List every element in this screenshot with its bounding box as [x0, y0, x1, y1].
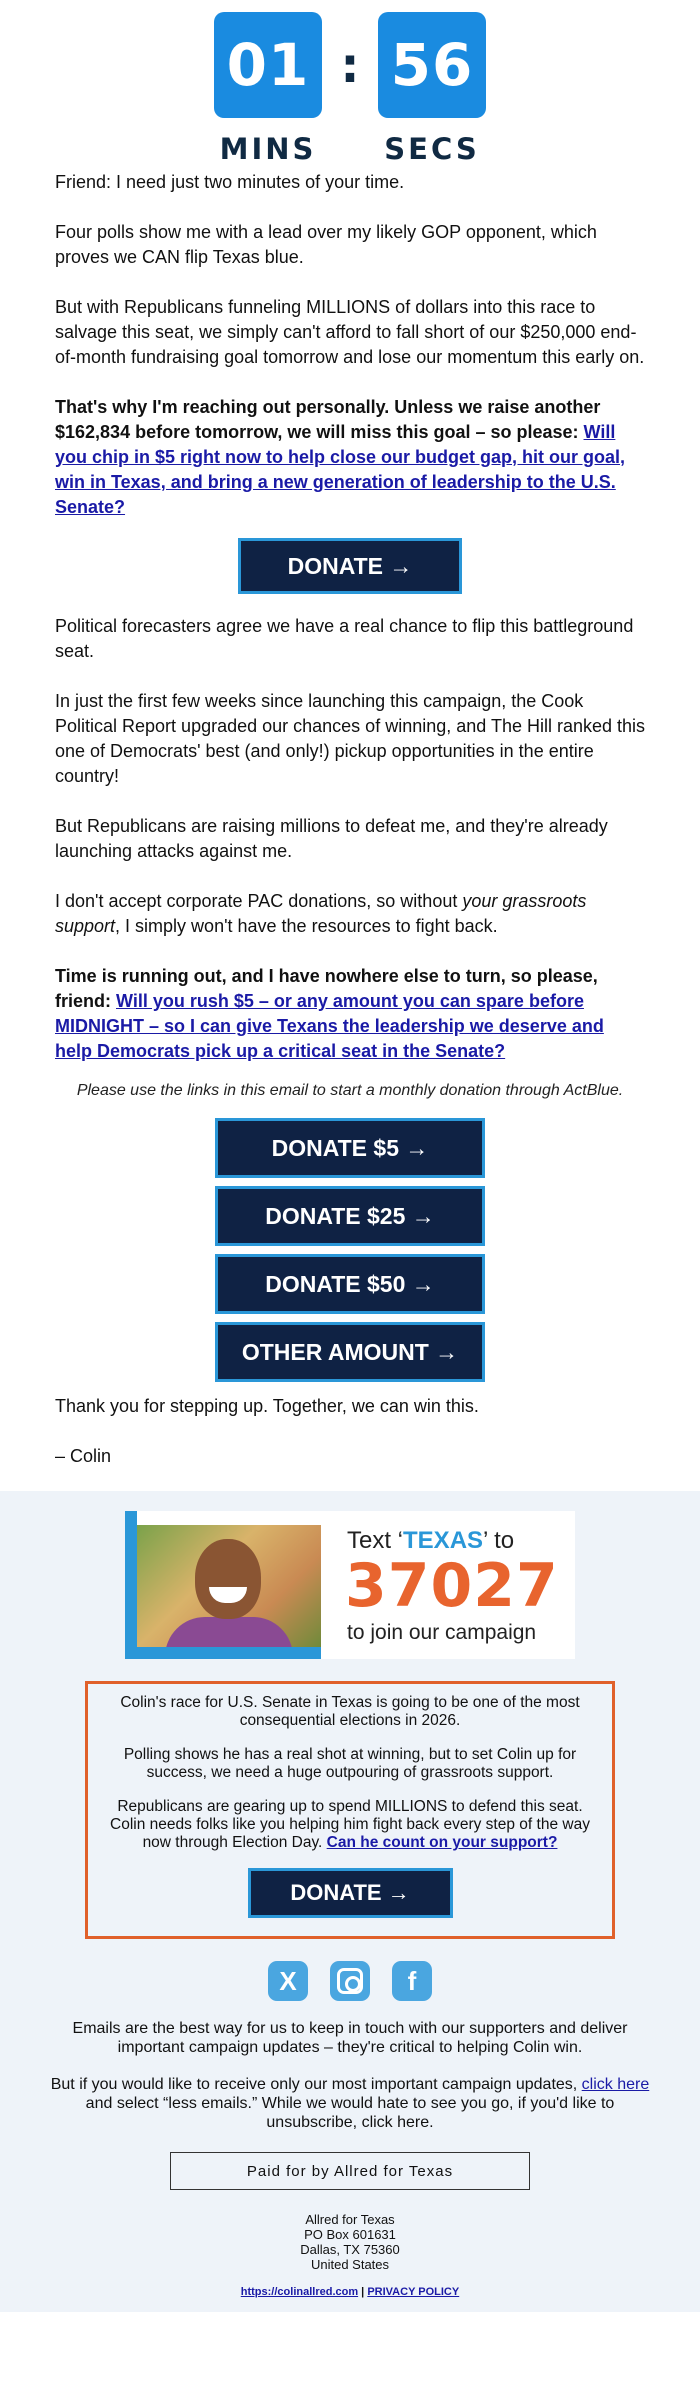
middle-paragraph-4: I don't accept corporate PAC donations, so without your grassroots support, I simply won't have the resources to fight back. — [55, 891, 587, 936]
countdown-minutes-label: MINS — [219, 132, 317, 166]
photo-face — [195, 1539, 261, 1619]
mailing-address — [0, 2212, 700, 2272]
x-twitter-icon[interactable]: X — [268, 1961, 308, 2001]
facebook-icon[interactable]: f — [392, 1961, 432, 2001]
donate-button[interactable]: DONATE → — [238, 538, 462, 594]
email-footer — [0, 1491, 700, 2312]
footer-link-separator: | — [358, 2286, 368, 2298]
middle-paragraph-3: But Republicans are raising millions to defeat me, and they're already launching attacks against me. — [55, 816, 608, 861]
footer-paragraph-1: Emails are the best way for us to keep in touch with our supporters and deliver important campaign updates – they're critical to helping Colin win. — [72, 2020, 628, 2056]
banner-accent-bottom — [125, 1647, 321, 1659]
instagram-glyph — [337, 1968, 363, 1994]
email-body — [0, 170, 700, 520]
middle-paragraph-5: Time is running out, and I have nowhere else to turn, so please, friend: Will you rush $5 – or any amount you can spare before MIDNIGHT – so I can give Texans the leadership we deserve and help Democrats pick up a critical seat in the Senate? — [55, 966, 604, 1061]
less-emails-link[interactable]: click here — [581, 2076, 650, 2093]
address-line-1: Allred for Texas — [305, 2212, 395, 2227]
website-link[interactable]: https://colinallred.com — [240, 2286, 359, 2298]
middle-paragraph-1: Political forecasters agree we have a real chance to flip this battleground seat. — [55, 616, 634, 661]
candidate-photo — [137, 1525, 321, 1647]
rush-donation-link[interactable]: Will you rush $5 – or any amount you can spare before MIDNIGHT – so I can give Texans the leadership we deserve and help Democrats pick up a critical seat in the Senate? — [55, 991, 604, 1061]
middle-paragraph-2: In just the first few weeks since launching this campaign, the Cook Political Report upgraded our chances of winning, and The Hill ranked this one of Democrats' best (and only!) pickup opportunities in the entire country! — [55, 691, 646, 786]
paid-for-disclaimer: Paid for by Allred for Texas — [170, 2152, 530, 2190]
address-line-4: United States — [310, 2257, 390, 2272]
donate-5-button[interactable]: DONATE $5 → — [215, 1118, 485, 1178]
countdown-seconds-label: SECS — [384, 132, 480, 166]
banner-accent — [125, 1511, 137, 1659]
address-line-3: Dallas, TX 75360 — [300, 2242, 400, 2257]
count-on-support-link[interactable]: Can he count on your support? — [326, 1834, 558, 1851]
intro-paragraph-2: Four polls show me with a lead over my likely GOP opponent, which proves we CAN flip Texas blue. — [55, 222, 597, 267]
closing — [0, 1394, 700, 1469]
banner-join-text: to join our campaign — [347, 1621, 537, 1644]
instagram-icon[interactable] — [330, 1961, 370, 2001]
footer-links — [0, 2286, 700, 2298]
countdown-minutes: 01 — [214, 12, 322, 118]
banner-short-code: 37027 — [345, 1551, 559, 1621]
donate-50-button[interactable]: DONATE $50 → — [215, 1254, 485, 1314]
thanks-text: Thank you for stepping up. Together, we can win this. — [55, 1396, 479, 1416]
callout-paragraph-2: Polling shows he has a real shot at winning, but to set Colin up for success, we need a huge outpouring of grassroots support. — [123, 1746, 577, 1781]
grassroots-emphasis: your grassroots support — [55, 891, 587, 936]
privacy-policy-link[interactable]: PRIVACY POLICY — [367, 2286, 460, 2298]
photo-shirt — [165, 1617, 293, 1647]
footer-text — [0, 2019, 700, 2132]
donate-25-button[interactable]: DONATE $25 → — [215, 1186, 485, 1246]
callout-paragraph-1: Colin's race for U.S. Senate in Texas is going to be one of the most consequential elections in 2026. — [120, 1694, 580, 1729]
address-line-2: PO Box 601631 — [304, 2227, 396, 2242]
email-body-middle — [0, 614, 700, 1064]
countdown-seconds: 56 — [378, 12, 486, 118]
chip-in-link[interactable]: Will you chip in $5 right now to help close our budget gap, hit our goal, win in Texas, and bring a new generation of leadership to the U.S. Senate? — [55, 422, 626, 517]
donate-amount-buttons — [0, 1118, 700, 1382]
actblue-note: Please use the links in this email to start a monthly donation through ActBlue. — [76, 1082, 624, 1099]
other-amount-button[interactable]: OTHER AMOUNT → — [215, 1322, 485, 1382]
callout-paragraph-3: Republicans are gearing up to spend MILLIONS to defend this seat. Colin needs folks like you helping him fight back every step of the way now through Election Day. Can he count on your support? — [110, 1798, 590, 1851]
countdown-colon: : — [340, 38, 360, 94]
social-links — [0, 1961, 700, 2001]
intro-paragraph-3: But with Republicans funneling MILLIONS of dollars into this race to salvage this seat, we simply can't afford to fall short of our $250,000 end-of-month fundraising goal tomorrow and lose our momentum this early on. — [55, 297, 645, 367]
countdown-timer — [0, 0, 700, 170]
support-callout-box — [85, 1681, 615, 1939]
signoff: – Colin — [55, 1446, 112, 1466]
footer-paragraph-2: But if you would like to receive only our most important campaign updates, click here and select “less emails.” While we would hate to see you go, if you'd like to unsubscribe, click here. — [50, 2076, 650, 2131]
intro-bold-text: That's why I'm reaching out personally. Unless we raise another $162,834 before tomorrow, we will miss this goal – so please: — [55, 397, 601, 442]
intro-paragraph-1: Friend: I need just two minutes of your time. — [55, 172, 405, 192]
banner-text-keyword: Text ‘TEXAS’ to — [347, 1527, 515, 1554]
intro-paragraph-4 — [55, 395, 645, 520]
text-campaign-banner[interactable] — [125, 1511, 575, 1659]
footer-donate-button[interactable]: DONATE → — [248, 1868, 453, 1918]
